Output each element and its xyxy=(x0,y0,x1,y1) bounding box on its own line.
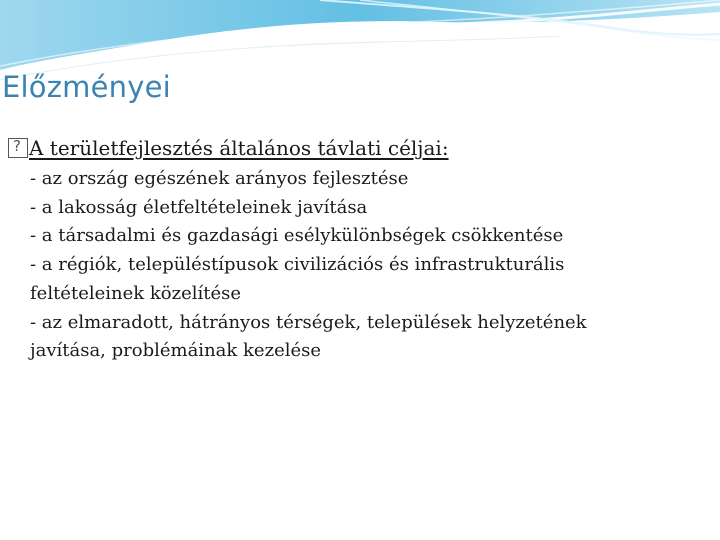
list-item: - az ország egészének arányos fejlesztése xyxy=(30,168,409,189)
list-item: - a társadalmi és gazdasági esélykülönbségek csökkentése xyxy=(30,225,564,247)
bullet-heading-line xyxy=(8,136,449,160)
list-item: - az elmaradott, hátrányos térségek, települések helyzetének javítása, problémáinak kezelése xyxy=(30,311,587,362)
header-wave-decoration xyxy=(0,0,720,80)
slide-title: Előzményei xyxy=(2,70,171,104)
list-item: - a lakosság életfeltételeinek javítása xyxy=(30,196,368,218)
list-item: - a régiók, településtípusok civilizációs és infrastrukturális feltételeinek közelítése xyxy=(30,254,565,304)
bullet-missing-glyph-icon xyxy=(8,138,28,158)
goal-list xyxy=(30,165,630,366)
bullet-heading-text: A területfejlesztés általános távlati céljai: xyxy=(29,136,449,160)
